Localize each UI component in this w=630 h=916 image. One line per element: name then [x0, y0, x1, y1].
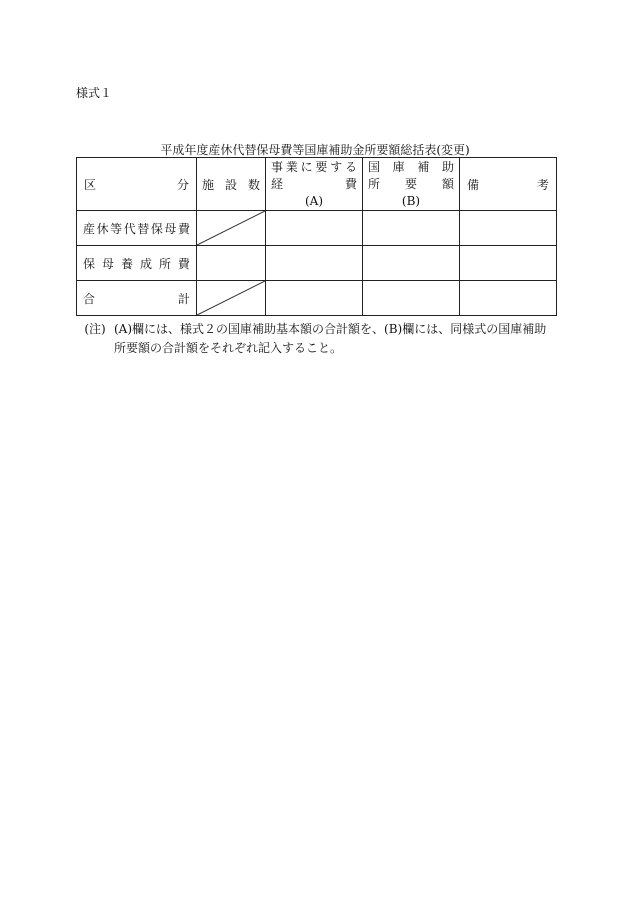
- table-row: [77, 281, 557, 316]
- subsidy-cell: [363, 246, 460, 281]
- header-business-cost: [266, 158, 363, 211]
- header-remarks-text: 備 考: [467, 177, 549, 192]
- footnote-line2: 所要額の合計額をそれぞれ記入すること。: [114, 341, 343, 355]
- table-row: [77, 246, 557, 281]
- row-label: 産 休 等 代 替 保 母 費: [83, 221, 190, 236]
- remarks-cell: [460, 246, 557, 281]
- footnote: [76, 320, 546, 358]
- subsidy-cell: [363, 281, 460, 316]
- business-cost-cell: [266, 246, 363, 281]
- document-title: 平成年度産休代替保母費等国庫補助金所要額総括表(変更): [160, 143, 470, 157]
- header-subsidy-line1: 国 庫 補 助: [368, 159, 454, 174]
- facility-cell-slashed: [197, 281, 266, 316]
- header-category-text: 区 分: [84, 177, 189, 192]
- form-label: 様式１: [76, 86, 113, 100]
- footnote-mark: (注): [84, 322, 106, 336]
- row-label-cell: [77, 211, 197, 246]
- header-remarks: [460, 158, 557, 211]
- row-label-cell: [77, 281, 197, 316]
- row-label-cell: [77, 246, 197, 281]
- header-facility-count: [197, 158, 266, 211]
- header-business-cost-mark: (A): [304, 193, 324, 208]
- header-facility-count-text: 施 設 数: [202, 177, 260, 192]
- summary-table: [76, 157, 557, 316]
- facility-cell-slashed: [197, 211, 266, 246]
- footnote-line1: (A)欄には、様式２の国庫補助基本額の合計額を、(B)欄には、同様式の国庫補助: [114, 322, 547, 336]
- diagonal-slash: [197, 281, 265, 315]
- facility-cell: [197, 246, 266, 281]
- row-label: 合 計: [83, 291, 190, 306]
- header-category: [77, 158, 197, 211]
- header-subsidy-line2: 所 要 額: [368, 176, 454, 191]
- header-business-cost-line2: 経 費: [271, 176, 357, 191]
- header-row: [77, 158, 557, 211]
- table-row: [77, 211, 557, 246]
- header-business-cost-line1: 事 業 に 要 す る: [271, 159, 357, 174]
- header-subsidy-amount: [363, 158, 460, 211]
- row-label: 保 母 養 成 所 費: [83, 256, 190, 271]
- diagonal-slash: [197, 211, 265, 245]
- remarks-cell: [460, 211, 557, 246]
- business-cost-cell: [266, 211, 363, 246]
- header-subsidy-mark: (B): [401, 193, 421, 208]
- subsidy-cell: [363, 211, 460, 246]
- remarks-cell: [460, 281, 557, 316]
- business-cost-cell: [266, 281, 363, 316]
